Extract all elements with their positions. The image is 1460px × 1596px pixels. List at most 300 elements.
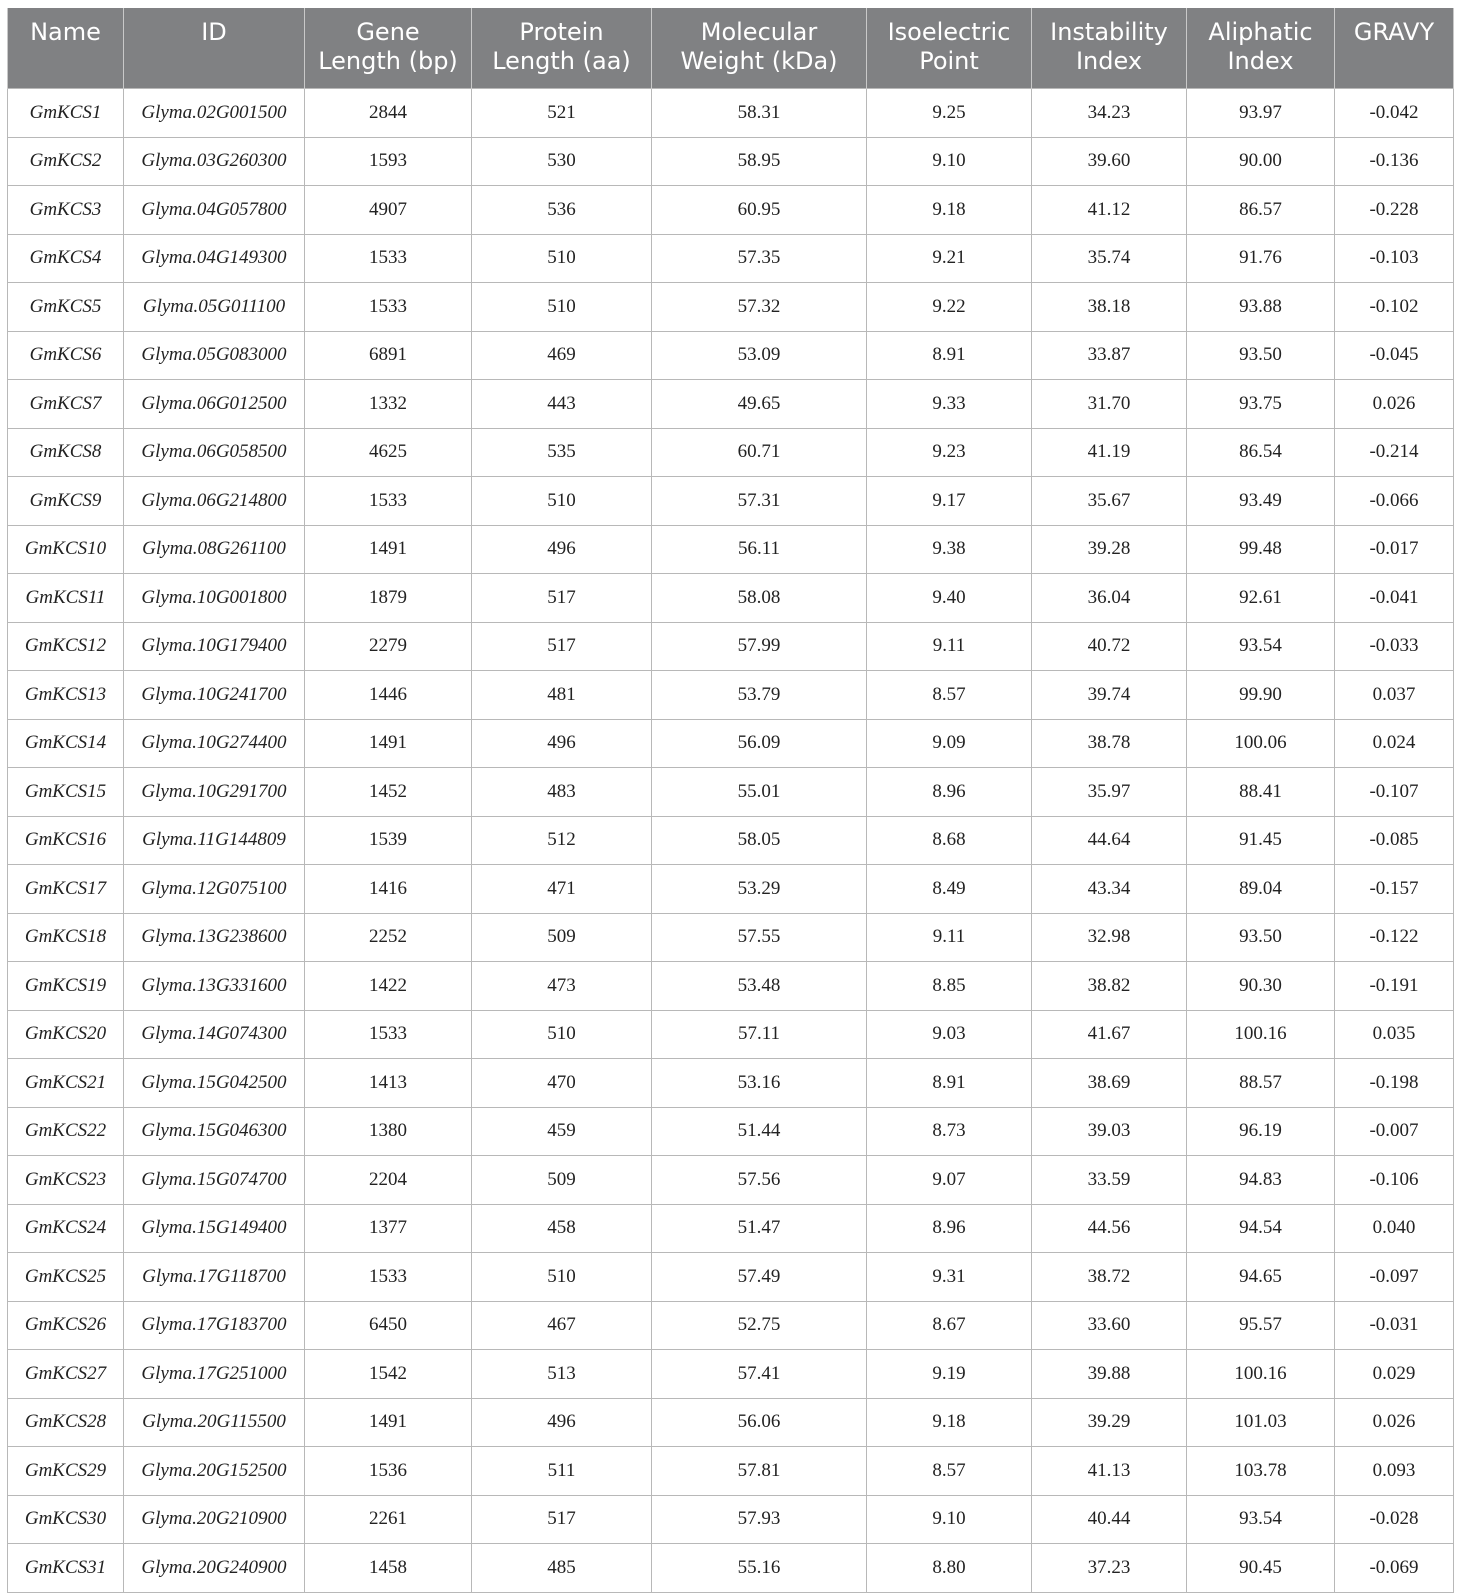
cell-id: Glyma.04G057800 [124, 186, 305, 235]
cell-molecular-weight: 57.11 [652, 1010, 867, 1059]
cell-name: GmKCS18 [8, 913, 124, 962]
cell-instability-index: 38.82 [1032, 962, 1187, 1011]
cell-molecular-weight: 53.79 [652, 671, 867, 720]
cell-instability-index: 34.23 [1032, 89, 1187, 138]
cell-gene-length: 6450 [305, 1301, 472, 1350]
cell-id: Glyma.10G179400 [124, 622, 305, 671]
table-row [8, 283, 1454, 332]
table-row [8, 477, 1454, 526]
cell-id: Glyma.11G144809 [124, 816, 305, 865]
header-id-label: ID [201, 18, 227, 46]
table-row [8, 1495, 1454, 1544]
cell-protein-length: 510 [472, 1253, 652, 1302]
cell-isoelectric-point: 8.73 [867, 1107, 1032, 1156]
table-body [8, 89, 1454, 1593]
cell-gene-length: 1536 [305, 1447, 472, 1496]
cell-protein-length: 483 [472, 768, 652, 817]
table-row [8, 1301, 1454, 1350]
cell-name: GmKCS30 [8, 1495, 124, 1544]
table-row [8, 1204, 1454, 1253]
cell-gene-length: 2279 [305, 622, 472, 671]
cell-aliphatic-index: 99.48 [1187, 525, 1335, 574]
cell-protein-length: 459 [472, 1107, 652, 1156]
cell-instability-index: 41.13 [1032, 1447, 1187, 1496]
cell-instability-index: 31.70 [1032, 380, 1187, 429]
cell-id: Glyma.05G011100 [124, 283, 305, 332]
cell-gravy: -0.103 [1335, 234, 1454, 283]
cell-aliphatic-index: 101.03 [1187, 1398, 1335, 1447]
cell-id: Glyma.06G012500 [124, 380, 305, 429]
cell-gravy: -0.191 [1335, 962, 1454, 1011]
cell-gene-length: 1458 [305, 1544, 472, 1593]
header-name [8, 8, 124, 89]
cell-isoelectric-point: 9.38 [867, 525, 1032, 574]
cell-name: GmKCS13 [8, 671, 124, 720]
header-protein-length [472, 8, 652, 89]
cell-name: GmKCS1 [8, 89, 124, 138]
cell-gene-length: 1332 [305, 380, 472, 429]
cell-id: Glyma.15G042500 [124, 1059, 305, 1108]
gene-properties-table [7, 8, 1454, 1593]
header-molecular-weight-label: Molecular Weight (kDa) [680, 18, 838, 75]
table-row [8, 1059, 1454, 1108]
cell-aliphatic-index: 88.41 [1187, 768, 1335, 817]
cell-name: GmKCS3 [8, 186, 124, 235]
cell-gravy: -0.228 [1335, 186, 1454, 235]
cell-aliphatic-index: 100.16 [1187, 1350, 1335, 1399]
cell-aliphatic-index: 90.45 [1187, 1544, 1335, 1593]
cell-name: GmKCS15 [8, 768, 124, 817]
cell-gene-length: 1491 [305, 1398, 472, 1447]
cell-isoelectric-point: 8.68 [867, 816, 1032, 865]
cell-name: GmKCS17 [8, 865, 124, 914]
cell-id: Glyma.03G260300 [124, 137, 305, 186]
header-gene-length [305, 8, 472, 89]
cell-isoelectric-point: 9.23 [867, 428, 1032, 477]
header-name-label: Name [30, 18, 101, 46]
cell-id: Glyma.17G251000 [124, 1350, 305, 1399]
cell-gene-length: 1446 [305, 671, 472, 720]
cell-gravy: -0.045 [1335, 331, 1454, 380]
cell-gene-length: 1533 [305, 477, 472, 526]
cell-protein-length: 521 [472, 89, 652, 138]
cell-instability-index: 33.87 [1032, 331, 1187, 380]
table-row [8, 428, 1454, 477]
cell-molecular-weight: 57.93 [652, 1495, 867, 1544]
cell-isoelectric-point: 9.10 [867, 137, 1032, 186]
cell-molecular-weight: 58.31 [652, 89, 867, 138]
table-row [8, 1350, 1454, 1399]
cell-isoelectric-point: 9.21 [867, 234, 1032, 283]
cell-aliphatic-index: 90.00 [1187, 137, 1335, 186]
cell-aliphatic-index: 91.76 [1187, 234, 1335, 283]
cell-protein-length: 510 [472, 477, 652, 526]
cell-gravy: 0.040 [1335, 1204, 1454, 1253]
cell-isoelectric-point: 9.10 [867, 1495, 1032, 1544]
cell-id: Glyma.20G115500 [124, 1398, 305, 1447]
cell-gene-length: 4907 [305, 186, 472, 235]
table-row [8, 186, 1454, 235]
cell-instability-index: 33.59 [1032, 1156, 1187, 1205]
header-row [8, 8, 1454, 89]
cell-aliphatic-index: 94.83 [1187, 1156, 1335, 1205]
cell-molecular-weight: 58.95 [652, 137, 867, 186]
cell-instability-index: 39.28 [1032, 525, 1187, 574]
table-row [8, 865, 1454, 914]
cell-molecular-weight: 55.01 [652, 768, 867, 817]
table-row [8, 234, 1454, 283]
cell-molecular-weight: 57.41 [652, 1350, 867, 1399]
cell-gravy: 0.026 [1335, 380, 1454, 429]
cell-protein-length: 485 [472, 1544, 652, 1593]
cell-isoelectric-point: 9.18 [867, 186, 1032, 235]
cell-name: GmKCS4 [8, 234, 124, 283]
cell-gravy: -0.031 [1335, 1301, 1454, 1350]
cell-protein-length: 458 [472, 1204, 652, 1253]
cell-isoelectric-point: 8.57 [867, 671, 1032, 720]
cell-name: GmKCS26 [8, 1301, 124, 1350]
cell-name: GmKCS16 [8, 816, 124, 865]
cell-molecular-weight: 56.06 [652, 1398, 867, 1447]
cell-name: GmKCS2 [8, 137, 124, 186]
cell-gravy: -0.097 [1335, 1253, 1454, 1302]
cell-protein-length: 496 [472, 525, 652, 574]
table-row [8, 574, 1454, 623]
cell-protein-length: 473 [472, 962, 652, 1011]
header-molecular-weight [652, 8, 867, 89]
cell-gravy: -0.106 [1335, 1156, 1454, 1205]
cell-gene-length: 1377 [305, 1204, 472, 1253]
cell-id: Glyma.08G261100 [124, 525, 305, 574]
cell-gravy: -0.214 [1335, 428, 1454, 477]
header-id [124, 8, 305, 89]
cell-aliphatic-index: 103.78 [1187, 1447, 1335, 1496]
cell-gene-length: 4625 [305, 428, 472, 477]
header-isoelectric-point [867, 8, 1032, 89]
cell-instability-index: 38.18 [1032, 283, 1187, 332]
cell-molecular-weight: 56.09 [652, 719, 867, 768]
table-row [8, 1156, 1454, 1205]
cell-aliphatic-index: 93.49 [1187, 477, 1335, 526]
cell-gene-length: 2261 [305, 1495, 472, 1544]
cell-instability-index: 38.69 [1032, 1059, 1187, 1108]
header-isoelectric-point-label: Isoelectric Point [887, 18, 1011, 75]
cell-molecular-weight: 56.11 [652, 525, 867, 574]
cell-instability-index: 32.98 [1032, 913, 1187, 962]
cell-instability-index: 41.19 [1032, 428, 1187, 477]
cell-molecular-weight: 57.35 [652, 234, 867, 283]
cell-id: Glyma.10G241700 [124, 671, 305, 720]
cell-gene-length: 2252 [305, 913, 472, 962]
cell-aliphatic-index: 93.97 [1187, 89, 1335, 138]
cell-protein-length: 530 [472, 137, 652, 186]
cell-id: Glyma.14G074300 [124, 1010, 305, 1059]
table-header [8, 8, 1454, 89]
cell-id: Glyma.10G274400 [124, 719, 305, 768]
cell-isoelectric-point: 9.11 [867, 622, 1032, 671]
cell-protein-length: 512 [472, 816, 652, 865]
cell-protein-length: 470 [472, 1059, 652, 1108]
cell-gravy: -0.041 [1335, 574, 1454, 623]
cell-name: GmKCS10 [8, 525, 124, 574]
cell-isoelectric-point: 9.31 [867, 1253, 1032, 1302]
cell-aliphatic-index: 95.57 [1187, 1301, 1335, 1350]
cell-gravy: -0.066 [1335, 477, 1454, 526]
cell-gravy: -0.028 [1335, 1495, 1454, 1544]
cell-molecular-weight: 55.16 [652, 1544, 867, 1593]
cell-isoelectric-point: 8.67 [867, 1301, 1032, 1350]
cell-aliphatic-index: 93.75 [1187, 380, 1335, 429]
cell-protein-length: 517 [472, 1495, 652, 1544]
cell-aliphatic-index: 94.65 [1187, 1253, 1335, 1302]
cell-gene-length: 1542 [305, 1350, 472, 1399]
table-row [8, 913, 1454, 962]
cell-gene-length: 2844 [305, 89, 472, 138]
cell-name: GmKCS12 [8, 622, 124, 671]
cell-instability-index: 38.72 [1032, 1253, 1187, 1302]
cell-instability-index: 39.29 [1032, 1398, 1187, 1447]
cell-gene-length: 1533 [305, 1010, 472, 1059]
cell-aliphatic-index: 93.54 [1187, 1495, 1335, 1544]
cell-isoelectric-point: 8.96 [867, 1204, 1032, 1253]
cell-protein-length: 471 [472, 865, 652, 914]
cell-molecular-weight: 53.29 [652, 865, 867, 914]
table-row [8, 671, 1454, 720]
cell-gravy: 0.024 [1335, 719, 1454, 768]
cell-molecular-weight: 53.09 [652, 331, 867, 380]
header-aliphatic-index [1187, 8, 1335, 89]
cell-aliphatic-index: 89.04 [1187, 865, 1335, 914]
cell-isoelectric-point: 8.91 [867, 331, 1032, 380]
cell-name: GmKCS28 [8, 1398, 124, 1447]
cell-protein-length: 467 [472, 1301, 652, 1350]
cell-id: Glyma.20G240900 [124, 1544, 305, 1593]
cell-name: GmKCS31 [8, 1544, 124, 1593]
header-aliphatic-index-label: Aliphatic Index [1208, 18, 1313, 75]
cell-id: Glyma.05G083000 [124, 331, 305, 380]
cell-molecular-weight: 58.05 [652, 816, 867, 865]
table-row [8, 137, 1454, 186]
table-row [8, 1447, 1454, 1496]
cell-molecular-weight: 57.31 [652, 477, 867, 526]
cell-molecular-weight: 58.08 [652, 574, 867, 623]
cell-instability-index: 35.97 [1032, 768, 1187, 817]
cell-isoelectric-point: 9.07 [867, 1156, 1032, 1205]
cell-protein-length: 517 [472, 574, 652, 623]
table-row [8, 816, 1454, 865]
cell-aliphatic-index: 93.50 [1187, 331, 1335, 380]
cell-id: Glyma.10G291700 [124, 768, 305, 817]
cell-gene-length: 1879 [305, 574, 472, 623]
cell-gene-length: 1452 [305, 768, 472, 817]
cell-id: Glyma.10G001800 [124, 574, 305, 623]
cell-protein-length: 481 [472, 671, 652, 720]
cell-isoelectric-point: 9.18 [867, 1398, 1032, 1447]
cell-gene-length: 1491 [305, 719, 472, 768]
cell-aliphatic-index: 94.54 [1187, 1204, 1335, 1253]
cell-gravy: -0.122 [1335, 913, 1454, 962]
cell-gravy: -0.042 [1335, 89, 1454, 138]
cell-instability-index: 35.74 [1032, 234, 1187, 283]
cell-molecular-weight: 49.65 [652, 380, 867, 429]
cell-gravy: -0.069 [1335, 1544, 1454, 1593]
cell-aliphatic-index: 92.61 [1187, 574, 1335, 623]
cell-name: GmKCS24 [8, 1204, 124, 1253]
cell-gene-length: 1593 [305, 137, 472, 186]
cell-gravy: 0.037 [1335, 671, 1454, 720]
cell-gene-length: 1539 [305, 816, 472, 865]
cell-id: Glyma.02G001500 [124, 89, 305, 138]
cell-aliphatic-index: 93.88 [1187, 283, 1335, 332]
cell-gene-length: 1491 [305, 525, 472, 574]
cell-id: Glyma.17G118700 [124, 1253, 305, 1302]
cell-instability-index: 41.12 [1032, 186, 1187, 235]
cell-protein-length: 517 [472, 622, 652, 671]
cell-isoelectric-point: 9.17 [867, 477, 1032, 526]
cell-id: Glyma.17G183700 [124, 1301, 305, 1350]
cell-protein-length: 511 [472, 1447, 652, 1496]
cell-id: Glyma.15G046300 [124, 1107, 305, 1156]
cell-molecular-weight: 57.32 [652, 283, 867, 332]
cell-protein-length: 510 [472, 1010, 652, 1059]
cell-gravy: -0.198 [1335, 1059, 1454, 1108]
table-row [8, 1253, 1454, 1302]
cell-gravy: 0.026 [1335, 1398, 1454, 1447]
cell-instability-index: 39.60 [1032, 137, 1187, 186]
cell-instability-index: 35.67 [1032, 477, 1187, 526]
cell-name: GmKCS14 [8, 719, 124, 768]
cell-instability-index: 43.34 [1032, 865, 1187, 914]
cell-isoelectric-point: 9.19 [867, 1350, 1032, 1399]
cell-id: Glyma.20G152500 [124, 1447, 305, 1496]
table-row [8, 89, 1454, 138]
cell-id: Glyma.15G149400 [124, 1204, 305, 1253]
cell-aliphatic-index: 96.19 [1187, 1107, 1335, 1156]
cell-isoelectric-point: 9.40 [867, 574, 1032, 623]
cell-aliphatic-index: 99.90 [1187, 671, 1335, 720]
cell-instability-index: 44.64 [1032, 816, 1187, 865]
header-gene-length-label: Gene Length (bp) [318, 18, 458, 75]
cell-isoelectric-point: 9.09 [867, 719, 1032, 768]
cell-protein-length: 469 [472, 331, 652, 380]
cell-isoelectric-point: 9.11 [867, 913, 1032, 962]
cell-isoelectric-point: 9.22 [867, 283, 1032, 332]
table-row [8, 525, 1454, 574]
cell-molecular-weight: 57.49 [652, 1253, 867, 1302]
cell-instability-index: 36.04 [1032, 574, 1187, 623]
cell-protein-length: 510 [472, 283, 652, 332]
table-row [8, 1010, 1454, 1059]
cell-molecular-weight: 57.81 [652, 1447, 867, 1496]
cell-name: GmKCS11 [8, 574, 124, 623]
table-row [8, 1544, 1454, 1593]
cell-aliphatic-index: 88.57 [1187, 1059, 1335, 1108]
header-instability-index [1032, 8, 1187, 89]
gene-properties-table-container [7, 8, 1453, 1593]
cell-aliphatic-index: 93.50 [1187, 913, 1335, 962]
table-row [8, 380, 1454, 429]
cell-gravy: -0.102 [1335, 283, 1454, 332]
cell-molecular-weight: 53.16 [652, 1059, 867, 1108]
cell-molecular-weight: 57.99 [652, 622, 867, 671]
header-protein-length-label: Protein Length (aa) [492, 18, 631, 75]
cell-gene-length: 1533 [305, 234, 472, 283]
cell-aliphatic-index: 100.06 [1187, 719, 1335, 768]
cell-molecular-weight: 52.75 [652, 1301, 867, 1350]
cell-molecular-weight: 51.47 [652, 1204, 867, 1253]
cell-id: Glyma.13G238600 [124, 913, 305, 962]
cell-name: GmKCS29 [8, 1447, 124, 1496]
cell-aliphatic-index: 86.57 [1187, 186, 1335, 235]
cell-isoelectric-point: 9.33 [867, 380, 1032, 429]
cell-aliphatic-index: 93.54 [1187, 622, 1335, 671]
cell-name: GmKCS25 [8, 1253, 124, 1302]
cell-gravy: -0.017 [1335, 525, 1454, 574]
cell-protein-length: 443 [472, 380, 652, 429]
cell-name: GmKCS6 [8, 331, 124, 380]
cell-molecular-weight: 60.95 [652, 186, 867, 235]
table-row [8, 1107, 1454, 1156]
cell-instability-index: 37.23 [1032, 1544, 1187, 1593]
table-row [8, 622, 1454, 671]
cell-id: Glyma.13G331600 [124, 962, 305, 1011]
cell-gravy: -0.033 [1335, 622, 1454, 671]
cell-molecular-weight: 51.44 [652, 1107, 867, 1156]
cell-gravy: 0.035 [1335, 1010, 1454, 1059]
cell-instability-index: 40.72 [1032, 622, 1187, 671]
cell-id: Glyma.12G075100 [124, 865, 305, 914]
cell-name: GmKCS20 [8, 1010, 124, 1059]
cell-protein-length: 496 [472, 719, 652, 768]
table-row [8, 768, 1454, 817]
cell-name: GmKCS23 [8, 1156, 124, 1205]
cell-gravy: 0.029 [1335, 1350, 1454, 1399]
cell-gene-length: 6891 [305, 331, 472, 380]
cell-name: GmKCS27 [8, 1350, 124, 1399]
cell-instability-index: 44.56 [1032, 1204, 1187, 1253]
cell-gene-length: 1533 [305, 283, 472, 332]
cell-aliphatic-index: 90.30 [1187, 962, 1335, 1011]
cell-molecular-weight: 57.55 [652, 913, 867, 962]
cell-isoelectric-point: 8.49 [867, 865, 1032, 914]
table-row [8, 1398, 1454, 1447]
cell-gravy: -0.157 [1335, 865, 1454, 914]
cell-gene-length: 1416 [305, 865, 472, 914]
cell-instability-index: 40.44 [1032, 1495, 1187, 1544]
cell-id: Glyma.20G210900 [124, 1495, 305, 1544]
cell-isoelectric-point: 9.03 [867, 1010, 1032, 1059]
cell-aliphatic-index: 86.54 [1187, 428, 1335, 477]
cell-protein-length: 536 [472, 186, 652, 235]
cell-instability-index: 33.60 [1032, 1301, 1187, 1350]
cell-molecular-weight: 60.71 [652, 428, 867, 477]
table-row [8, 331, 1454, 380]
cell-instability-index: 38.78 [1032, 719, 1187, 768]
cell-name: GmKCS22 [8, 1107, 124, 1156]
cell-name: GmKCS9 [8, 477, 124, 526]
cell-aliphatic-index: 100.16 [1187, 1010, 1335, 1059]
cell-gene-length: 1413 [305, 1059, 472, 1108]
table-row [8, 962, 1454, 1011]
cell-gene-length: 2204 [305, 1156, 472, 1205]
table-row [8, 719, 1454, 768]
cell-isoelectric-point: 9.25 [867, 89, 1032, 138]
cell-protein-length: 513 [472, 1350, 652, 1399]
cell-isoelectric-point: 8.85 [867, 962, 1032, 1011]
cell-instability-index: 39.88 [1032, 1350, 1187, 1399]
cell-id: Glyma.04G149300 [124, 234, 305, 283]
header-instability-index-label: Instability Index [1050, 18, 1168, 75]
